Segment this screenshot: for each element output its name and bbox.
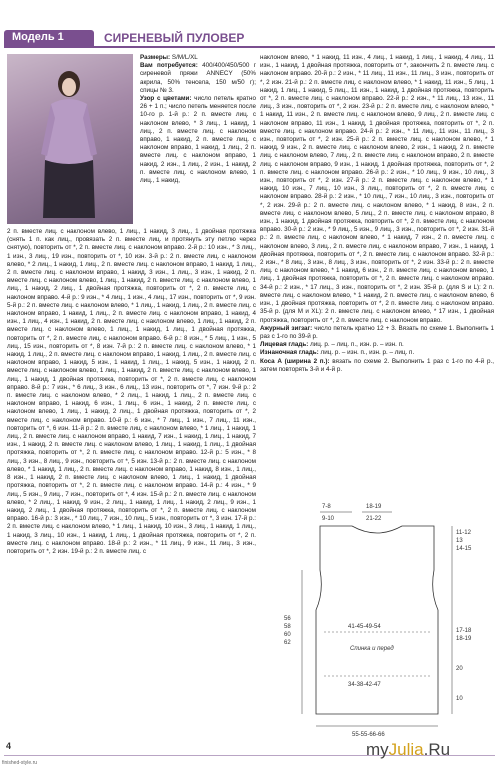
schema-waist-width: 34-38-42-47 [348,682,381,688]
instructions-right-text: наклоном влево, * 1 накид, 11 изн., 4 лиц., 1 накид, 1 лиц., 1 накид, 4 лиц., 11 изн., 1 накид, 1 двойная протяжка, повторить от *, закончить 2 п. вместе лиц. с наклоном вправо. 20-й р.: 2 изн., * 11 лиц., 11 изн., 11 лиц., 3 изн., повторить от *, 2 изн. 21-й р.: 2 п. вместе лиц. с наклоном влево, * 1 накид, 11 изн., 5 лиц., 1 накид, 1 лиц., 1 накид, 5 лиц., 11 изн., 1 накид, 1 двойная протяжка, повторить от *, 2 п. вместе лиц. с наклоном вправо. 22-й р.: 2 изн., * 11 лиц., 13 изн., 11 лиц., 3 изн., повторить от *, 2 изн. 23-й р.: 2 п. вместе лиц. с наклоном влево, * 1 накид, 11 изн., 2 п. вместе лиц. с наклоном влево, 9 лиц., 2 п. вместе лиц. с наклоном вправо, 11 изн., 1 накид, 1 двойная протяжка, повторить от *, 2 п. вместе лиц. с наклоном вправо. 24-й р.: 2 изн., * 11 лиц., 11 изн., 11 лиц., 3 изн., повторить от *, 2 изн. 25-й р.: 2 п. вместе лиц. с наклоном влево, * 1 накид, 9 изн., 2 п. вместе лиц. с наклоном влево, 2 изн., 1 накид, 2 п. вместе лиц. с наклоном влево, 7 лиц., 2 п. вместе лиц. с наклоном вправо, 2 п. вместе лиц. с наклоном вправо, 9 изн., 1 накид, 1 двойная протяжка, повторить от *, 2 п. вместе лиц. с наклоном вправо. 26-й р.: 2 изн., * 10 лиц., 9 изн., 10 лиц., 3 изн., повторить от *, 2 изн. 27-й р.: 2 п. вместе лиц. с наклоном влево, * 1 накид, 10 изн., 7 лиц., 10 изн., 3 лиц., повторить от *, 2 п. вместе лиц. с наклоном вправо. 28-й р.: 2 изн., * 10 лиц., 7 изн., 10 лиц., 3 изн., повторить от *, 2 изн. 29-й р.: 2 п. вместе лиц. с наклоном влево, * 1 накид, 8 изн., 2 п. вместе лиц. с наклоном влево, 5 лиц., 2 п. вместе лиц. с наклоном вправо, 8 изн., 1 накид, 1 двойная протяжка, повторить от *, 2 п. вместе лиц. с наклоном вправо. 30-й р.: 2 изн., * 9 лиц., 5 изн., 9 лиц., 3 изн., повторить от *, 2 изн. 31-й р.: 2 п. вместе лиц. с наклоном влево, * 1 накид, 7 изн., 2 п. вместе лиц. с наклоном влево, 3 лиц., 2 п. вместе лиц. с наклоном вправо, 7 изн., 1 накид, 1 двойная протяжка, повторить от *, 2 п. вместе лиц. с наклоном вправо. 32-й р.: 2 изн., * 8 лиц., 3 изн., 8 лиц., 3 изн., повторить от *, 2 изн. 33-й р.: 2 п. вместе лиц. с наклоном влево, * 1 накид, 6 изн., 2 п. вместе лиц. с наклоном влево, 1 лиц., 1 двойная протяжка, повторить от *, 2 п. вместе лиц. с наклоном вправо. 34-й р.: 2 изн., * 17 лиц., 3 изн., повторить от *, 2 изн. 35-й р. (для S и L): 2 п. вместе лиц. с наклоном влево, * 1 накид, 2 п. вместе лиц. с наклоном влево, 6 изн., 1 двойная протяжка, повторить от *, 2 п. вместе лиц. с наклоном вправо. 35-й р. (для M и XL): 2 п. вместе лиц. с наклоном влево, * 17 изн., 1 двойная протяжка, повторить от *, 2 п. вместе лиц. с наклоном вправо. [260,54,494,324]
instructions-left-column [7,228,256,740]
stockinette-label: Лицевая гладь: [260,341,309,349]
page-number: 4 [6,741,12,751]
schema-right-5: 18-19 [456,636,472,642]
model-label: Модель 1 [12,31,64,43]
instructions-right-column [260,54,494,494]
schema-right-7: 10 [456,696,463,702]
flower-pattern-label: Узор с цветами: [140,95,192,103]
cable-label: Коса А (ширина 2 п.): [260,357,330,365]
instructions-left-text: 2 п. вместе лиц. с наклоном влево, 1 лиц., 1 накид, 3 лиц., 1 двойная протяжка (снять 1 п. как лиц., провязать 2 п. вместе лиц. и протянуть эту петлю через снятую), повторить от *, 2 п. вместе лиц. с наклоном вправо. 2-й р.: 10 изн., * 3 лиц., 1 изн., 3 лиц., 19 изн., повторить от *, 10 изн. 3-й р.: 2 п. вместе лиц. с наклоном влево, * 2 лиц., 1 накид, 1 лиц., 2 п. вместе лиц. с наклоном вправо, 1 накид, 1 лиц., 2 п. вместе лиц. с наклоном вправо, 1 накид, 3 изн., 1 лиц., 3 изн., 1 накид, 2 п. вместе лиц. с наклоном влево, 1 лиц., 1 накид, 2 п. вместе лиц. с наклоном влево, 1 лиц., 1 накид, 2 лиц., 1 двойная протяжка, повторить от *, 2 п. вместе лиц. с наклоном вправо. 4-й р.: 9 изн., * 4 лиц., 1 изн., 4 лиц., 17 изн., повторить от *, 9 изн. 5-й р.: 2 п. вместе лиц. с наклоном влево, * 1 лиц., 1 накид, 1 лиц., 2 п. вместе лиц. с наклоном вправо, 1 накид, 1 лиц., 2 п. вместе лиц. с наклоном вправо, 1 накид, 4 изн., 1 лиц., 4 изн., 1 накид, 2 п. вместе лиц. с наклоном влево, 1 лиц., 1 накид, 2 п. вместе лиц. с наклоном влево, 1 лиц., 1 накид, 1 лиц., 1 двойная протяжка, повторить от *, 2 п. вместе лиц. с наклоном вправо. 6-й р.: 8 изн., * 5 лиц., 1 изн., 5 лиц., 15 изн., повторить от *, 8 изн. 7-й р.: 2 п. вместе лиц. с наклоном влево, * 1 накид, 1 лиц., 2 п. вместе лиц. с наклоном вправо, 1 накид, 1 лиц., 2 п. вместе лиц. с наклоном вправо, 1 накид, 5 изн., 1 накид, 1 лиц., 1 накид, 5 изн., 1 накид, 2 п. вместе лиц. с наклоном влево, 1 лиц., 1 накид, 2 п. вместе лиц. с наклоном влево, 1 лиц., 1 накид, 1 двойная протяжка, повторить от *, 2 п. вместе лиц. с наклоном вправо. 8-й р.: 7 изн., * 6 лиц., 3 изн., 6 лиц., 13 изн., повторить от *, 7 изн. 9-й р.: 2 п. вместе лиц. с наклоном влево, * 2 лиц., 1 накид, 1 лиц., 2 п. вместе лиц. с наклоном вправо, 1 накид, 6 изн., 1 лиц., 6 изн., 1 накид, 2 п. вместе лиц. с наклоном влево, 1 лиц., 1 накид, 2 лиц., 1 двойная протяжка, повторить от *, 2 вместе лиц. с наклоном вправо. 10-й р.: 6 изн., * 7 лиц., 1 изн., 7 лиц., 11 изн., повторить от *, 6 изн. 11-й р.: 2 п. вместе лиц. с наклоном влево, * 1 лиц., 1 накид, 1 лиц., 2 п. вместе лиц. с наклоном вправо, 1 накид, 7 изн., 1 накид, 1 лиц., 1 накид, 7 изн., 1 накид, 2 п. вместе лиц. с наклоном влево, 1 лиц., 1 накид, 1 лиц., 1 двойная протяжка, повторить от *, 2 п. вместе лиц. с наклоном вправо. 12-й р.: 5 изн., * 8 лиц., 3 изн., 8 лиц., 9 изн., повторить от *, 5 изн. 13-й р.: 2 п. вместе лиц. с наклоном влево, * 1 накид, 1 лиц., 2 п. вместе лиц. с наклоном вправо, 1 накид, 8 изн., 1 лиц., 8 изн., 1 накид, 2 п. вместе лиц. с наклоном влево, 1 лиц., 1 накид, 1 двойная протяжка, повторить от *, 2 п. вместе лиц. с наклоном вправо. 14-й р.: 4 изн., * 9 лиц., 5 изн., 9 лиц., 7 изн., повторить от *, 4 изн. 15-й р.: 2 п. вместе лиц. с наклоном влево, * 2 лиц., 1 накид, 9 изн., 2 лиц., 1 накид, 1 лиц., 1 накид, 2 лиц., 9 изн., 1 накид, 2 лиц., 1 двойная протяжка, повторить от *, 2 п. вместе лиц. с наклоном вправо. 16-й р.: 3 изн., * 10 лиц., 7 изн., 10 лиц., 5 изн., повторить от *, 3 изн. 17-й р.: 2 п. вместе лиц. с наклоном влево, * 1 лиц., 1 накид, 10 изн., 3 лиц., 1 накид, 1 лиц., 1 накид, 3 лиц., 10 изн., 1 накид, 1 лиц., 1 двойная протяжка, повторить от *, 2 п. вместе лиц. с наклоном вправо. 18-й р.: 2 изн., * 11 лиц., 9 изн., 11 лиц., 3 изн., повторить от *, 2 изн. 19-й р.: 2 п. вместе лиц. с [7,228,256,555]
schema-right-3: 14-15 [456,546,472,552]
schema-hem-width: 55-55-66-66 [352,732,385,738]
brand-logo [366,740,450,760]
schema-right-4: 17-18 [456,628,472,634]
reverse-stockinette-label: Изнаночная гладь: [260,349,319,357]
page-title: СИРЕНЕВЫЙ ПУЛОВЕР [104,31,245,45]
schema-length-2: 58 [284,624,291,630]
zigzag-label: Ажурный зигзаг: [260,324,313,332]
schema-shoulder-width-1: 7-8 [322,504,331,510]
schema-length-1: 56 [284,616,291,622]
sizes-label: Размеры: [140,54,171,61]
header-divider [4,46,495,48]
sizes-value: S/M/L/XL [171,54,198,61]
zigzag-text: число петель кратно 12 + 3. Вязать по схеме 1. Выполнить 1 раз с 1-го по 39-й р. [260,324,494,340]
model-photo [7,54,133,224]
schema-length-3: 60 [284,632,291,638]
schema-shoulder-width-2: 9-10 [322,516,335,522]
flower-pattern-text: число петель кратно 26 + 1 п.; число петель меняется после 10-го р. 1-й р.: 2 п. вместе лиц. с наклоном влево, * 3 лиц., 1 накид, 1 лиц., 2 п. вместе лиц. с наклоном вправо, 1 накид, 2 п. вместе лиц. с наклоном вправо, 1 накид, 1 лиц., 2 п. вместе лиц. с наклоном вправо, 1 накид, 2 изн., 1 лиц., 2 изн., 1 накид, 2 п. вместе лиц. с наклоном влево, 1 лиц., 1 накид, [140,95,256,185]
schema-right-2: 13 [456,538,463,544]
schema-chest-width: 41-45-49-54 [348,624,381,630]
knitwear-model-image [37,68,101,218]
reverse-stockinette-text: лиц. р. – изн. п., изн. р. – лиц. п. [320,349,415,357]
cable-text: вязать по схеме 2. Выполнить 1 раз с 1-го по 4-й р., затем повторять 3-й и 4-й р. [260,357,494,373]
stockinette-text: лиц. р. – лиц. п., изн. р. – изн. п. [310,341,404,349]
schema-right-1: 11-12 [456,530,471,536]
schema-right-6: 20 [456,666,463,672]
schema-piece-label: Спинка и перед [350,646,394,652]
brand-suffix: .Ru [423,740,451,759]
materials-value: 400/400/450/500 г сиреневой пряжи ANNECY (50% акрила, 50% тенсела, 150 м/50 г); спицы № 3. [140,62,256,94]
brand-accent: Julia [388,740,424,759]
header [0,0,499,47]
schema-length-4: 62 [284,640,291,646]
schema-neck-width-1: 18-19 [366,504,382,510]
intro-column [140,54,256,224]
model-tab [4,30,94,47]
pattern-schema [262,500,494,740]
brand-prefix: my [366,740,389,759]
materials-label: Вам потребуется: [140,62,198,70]
schema-neck-width-2: 21-22 [366,516,382,522]
source-watermark: finished-style.ru [2,760,38,766]
